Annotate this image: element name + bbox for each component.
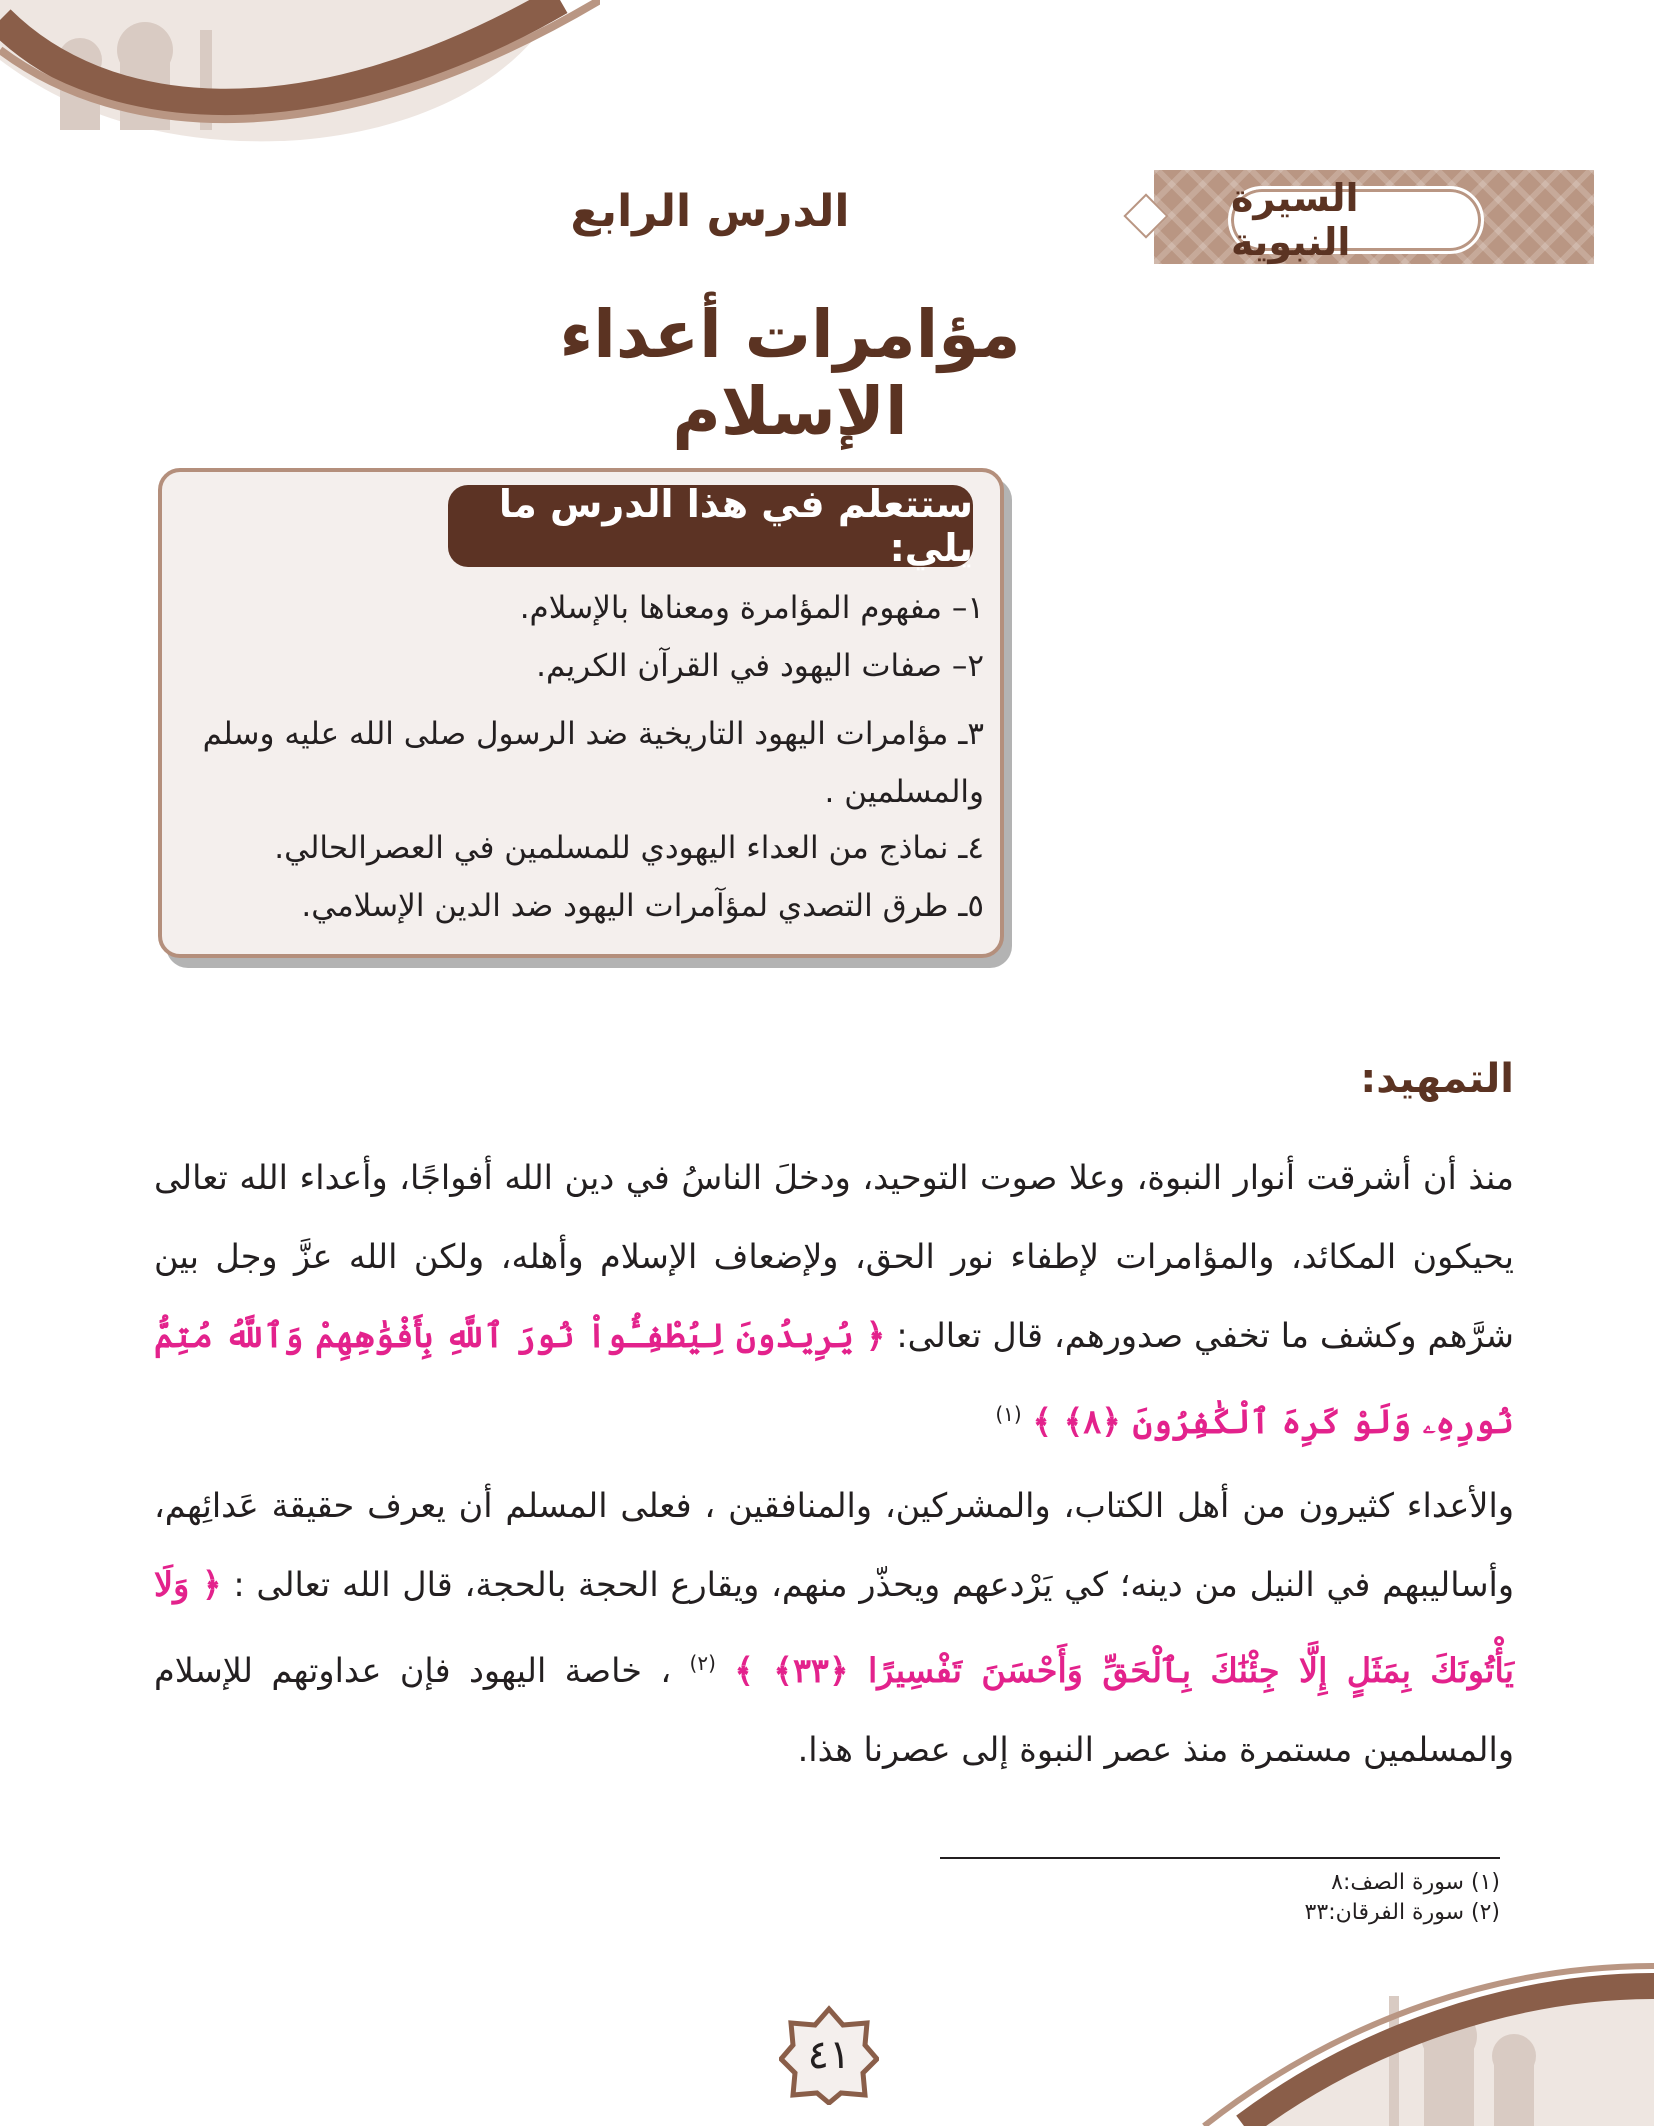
top-left-ornament (0, 0, 600, 180)
objective-item: ٣ـ مؤامرات اليهود التاريخية ضد الرسول صلى الله عليه وسلم والمسلمين . (202, 716, 984, 810)
paragraph-text: منذ أن أشرقت أنوار النبوة، وعلا صوت التوحيد، ودخلَ الناسُ في دين الله أفواجًا، وأعداء الله تعالى يحيكون المكائد، والمؤامرات لإطفاء نور الحق، ولإضعاف الإسلام وأهله، ولكن الله عزَّ وجل بين شرَّهم وكشف ما تخفي صدورهم، قال تعالى: (154, 1158, 1514, 1355)
quran-verse: ﴿ وَلَا يَأْتُونَكَ بِمَثَلٍ إِلَّا جِئْنَٰكَ بِٱلْحَقِّ وَأَحْسَنَ تَفْسِيرًا ﴿٣٣﴾ ﴾ (154, 1565, 1515, 1691)
lesson-number: الدرس الرابع (570, 186, 850, 237)
footnote-ref: (١) (995, 1402, 1022, 1426)
intro-paragraph-1 (154, 1138, 1514, 1461)
objective-item: ١– مفهوم المؤامرة ومعناها بالإسلام. (519, 590, 984, 626)
paragraph-text: ، خاصة اليهود فإن عداوتهم للإسلام والمسلمين مستمرة منذ عصر النبوة إلى عصرنا هذا. (154, 1651, 1514, 1770)
paragraph-text: والأعداء كثيرون من أهل الكتاب، والمشركين، والمنافقين ، فعلى المسلم أن يعرف حقيقة عَدائِهم، وأساليبهم في النيل من دينه؛ كي يَرْدعهم ويحذّر منهم، ويقارع الحجة بالحجة، قال الله تعالى : (154, 1486, 1514, 1604)
footnote-ref: (٢) (689, 1651, 716, 1675)
quran-verse: ﴿ يُرِيدُونَ لِيُطْفِـُٔواْ نُورَ ٱللَّهِ بِأَفْوَٰهِهِمْ وَٱللَّهُ مُتِمُّ نُورِهِۦ وَلَوْ كَرِهَ ٱلْكَٰفِرُونَ ﴿٨﴾ ﴾ (154, 1316, 1514, 1442)
lesson-title: مؤامرات أعداء الإسلام (559, 296, 1021, 450)
section-heading: التمهيد: (1360, 1056, 1514, 1102)
intro-paragraph-2 (154, 1466, 1514, 1789)
objective-item: ٥ـ طرق التصدي لمؤآمرات اليهود ضد الدين الإسلامي. (301, 888, 984, 924)
footnote: (٢) سورة الفرقان:٣٣ (1304, 1900, 1500, 1925)
objectives-heading: ستتعلم في هذا الدرس ما يلي: (448, 485, 973, 567)
objective-item: ٤ـ نماذج من العداء اليهودي للمسلمين في العصرالحالي. (274, 830, 984, 866)
footnote-divider (940, 1857, 1500, 1859)
subject-tab (1154, 170, 1594, 264)
objective-item: ٢– صفات اليهود في القرآن الكريم. (536, 648, 984, 684)
footnote: (١) سورة الصف:٨ (1331, 1870, 1500, 1895)
bottom-right-ornament (1184, 1956, 1654, 2126)
page-number: ٤١ (807, 2032, 851, 2078)
subject-label: السيرة النبوية (1228, 186, 1484, 254)
